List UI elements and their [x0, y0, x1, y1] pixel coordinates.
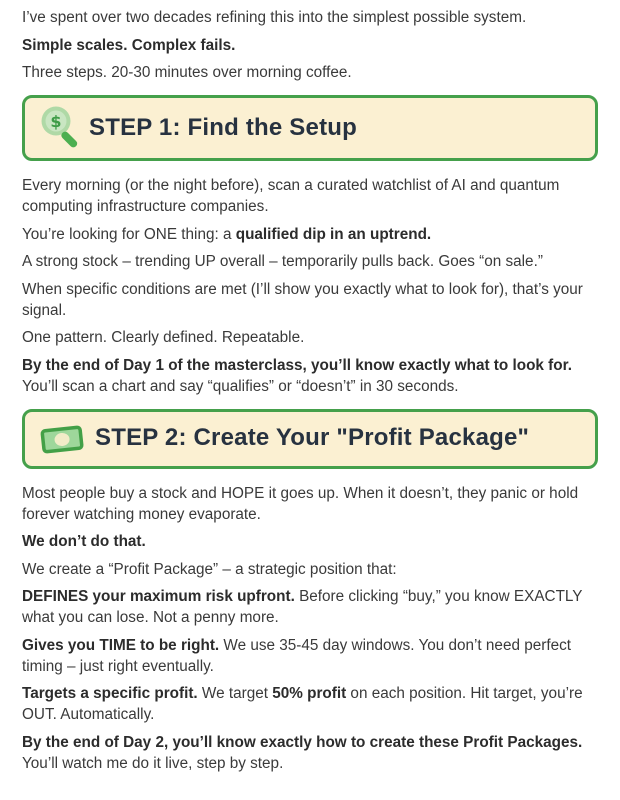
magnifier-dollar-icon	[38, 105, 80, 151]
step2-banner	[22, 409, 598, 469]
text: You’re looking for ONE thing: a	[22, 225, 236, 243]
step2-paragraph-7	[22, 732, 598, 774]
text: One pattern. Clearly defined. Repeatable.	[22, 329, 305, 346]
text-bold: We don’t do that.	[22, 533, 146, 550]
text: Before clicking “buy,” you know EXACTLY what you can lose. Not a penny more.	[22, 588, 583, 626]
text-bold: 50% profit	[272, 685, 347, 702]
text-bold: Targets a specific profit.	[22, 685, 198, 702]
step2-paragraph-3	[22, 559, 598, 580]
text-bold: DEFINES your maximum risk upfront.	[22, 588, 295, 605]
step1-paragraph-4	[22, 279, 598, 321]
money-bill-icon	[38, 421, 86, 457]
step2-paragraph-2	[22, 531, 598, 552]
step1-paragraph-2	[22, 224, 598, 245]
step1-paragraph-1	[22, 175, 598, 217]
text: I’ve spent over two decades refining this into the simplest possible system.	[22, 9, 527, 26]
step1-paragraph-5	[22, 327, 598, 348]
text: We use 35-45 day windows. You don’t need perfect timing – just right eventually.	[22, 636, 571, 675]
text: You’ll watch me do it live, step by step.	[22, 754, 284, 772]
intro-paragraph-3	[22, 62, 598, 83]
step2-paragraph-1	[22, 483, 598, 525]
intro-paragraph-1	[22, 7, 598, 28]
text: When specific conditions are met (I’ll show you exactly what to look for), that’s your signal.	[22, 280, 583, 319]
text: We create a “Profit Package” – a strategic position that:	[22, 560, 397, 578]
step2-banner-title: STEP 2: Create Your "Profit Package"	[95, 424, 530, 452]
step2-paragraph-4	[22, 586, 598, 628]
text-bold: By the end of Day 1 of the masterclass, you’ll know exactly what to look for.	[22, 356, 572, 374]
text-bold: By the end of Day 2, you’ll know exactly how to create these Profit Packages.	[22, 733, 583, 751]
step1-banner-title: STEP 1: Find the Setup	[89, 113, 357, 141]
text: Every morning (or the night before), scan a curated watchlist of AI and quantum computing infrastructure companies.	[22, 177, 560, 215]
step1-paragraph-3	[22, 251, 598, 272]
text: A strong stock – trending UP overall – temporarily pulls back. Goes “on sale.”	[22, 253, 543, 270]
svg-text:$: $	[50, 112, 62, 131]
text: Three steps. 20-30 minutes over morning coffee.	[22, 64, 352, 81]
text: Most people buy a stock and HOPE it goes up. When it doesn’t, they panic or hold forever watching money evaporate.	[22, 484, 579, 523]
step1-banner	[22, 95, 598, 161]
text-bold: Gives you TIME to be right.	[22, 636, 220, 654]
step1-paragraph-6	[22, 355, 598, 397]
step2-paragraph-5	[22, 635, 598, 677]
text: You’ll scan a chart and say “qualifies” or “doesn’t” in 30 seconds.	[22, 377, 459, 395]
text: on each position. Hit target, you’re OUT. Automatically.	[22, 685, 583, 723]
text-bold: Simple scales. Complex fails.	[22, 36, 236, 54]
text: We target	[197, 685, 273, 702]
text-bold: qualified dip in an uptrend.	[235, 225, 432, 243]
intro-paragraph-2	[22, 35, 598, 56]
step2-paragraph-6	[22, 683, 598, 725]
